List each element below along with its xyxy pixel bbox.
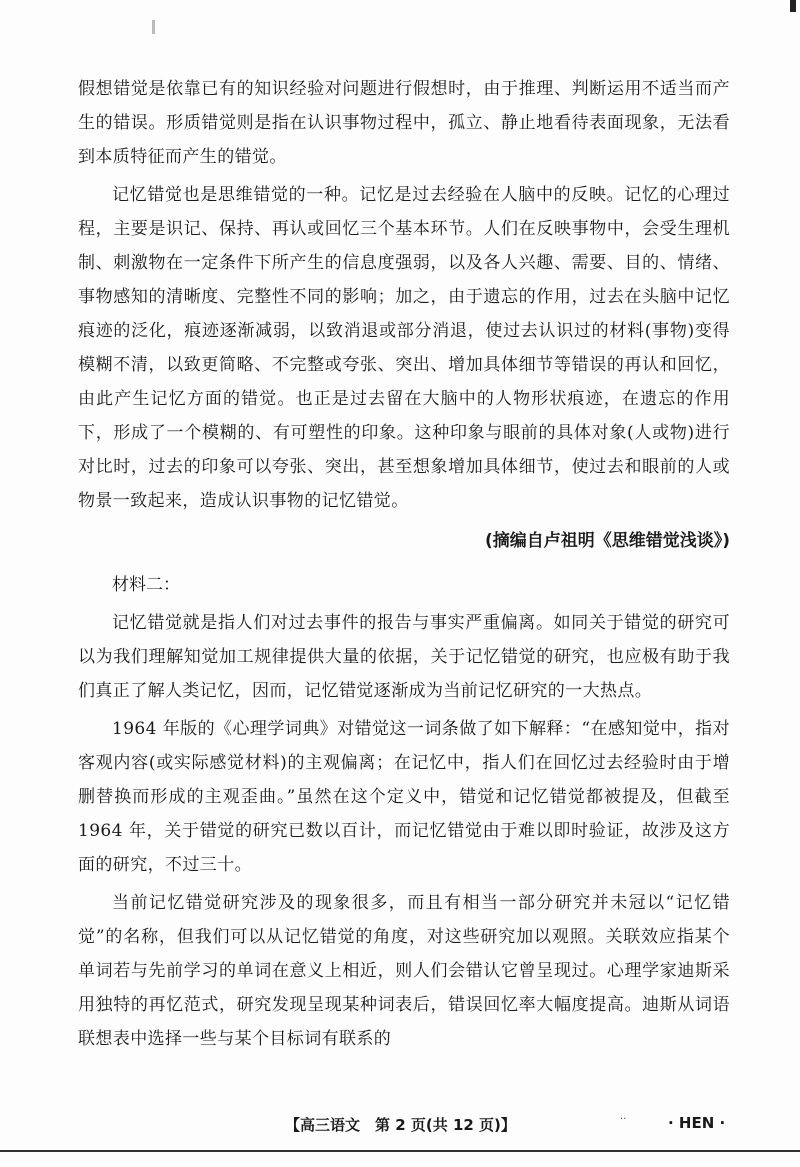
corner-mark [790, 0, 796, 12]
paragraph-hypothesis-error: 假想错觉是依靠已有的知识经验对问题进行假想时，由于推理、判断运用不适当而产生的错误。形质错觉则是指在认识事物过程中，孤立、静止地看待表面现象，无法看到本质特征而产生的错觉。 [78, 79, 730, 167]
bottom-rule [0, 1150, 800, 1152]
paragraph-current-research: 当前记忆错觉研究涉及的现象很多，而且有相当一部分研究并未冠以“记忆错觉”的名称，但我们可以从记忆错觉的角度，对这些研究加以观照。关联效应指某个单词若与先前学习的单词在意义上相近，则人们会错认它曾呈现过。心理学家迪斯采用独特的再忆范式，研究发现呈现某种词表后，错误回忆率大幅度提高。迪斯从词语联想表中选择一些与某个目标词有联系的 [78, 893, 730, 1049]
paragraph-definition: 记忆错觉就是指人们对过去事件的报告与事实严重偏离。如同关于错觉的研究可以为我们理解知觉加工规律提供大量的依据，关于记忆错觉的研究，也应极有助于我们真正了解人类记忆，因而，记忆错觉逐渐成为当前记忆研究的一大热点。 [78, 613, 730, 701]
paragraph-memory-illusion: 记忆错觉也是思维错觉的一种。记忆是过去经验在人脑中的反映。记忆的心理过程，主要是识记、保持、再认或回忆三个基本环节。人们在反映事物中，会受生理机制、刺激物在一定条件下所产生的信息度强弱，以及各人兴趣、需要、目的、情绪、事物感知的清晰度、完整性不同的影响；加之，由于遗忘的作用，过去在头脑中记忆痕迹的泛化，痕迹逐渐减弱，以致消退或部分消退，使过去认识过的材料(事物)变得模糊不清，以致更简略、不完整或夸张、突出、增加具体细节等错误的再认和回忆，由此产生记忆方面的错觉。也正是过去留在大脑中的人物形状痕迹，在遗忘的作用下，形成了一个模糊的、有可塑性的印象。这种印象与眼前的具体对象(人或物)进行对比时，过去的印象可以夸张、突出，甚至想象增加具体细节，使过去和眼前的人或物景一致起来，造成认识事物的记忆错觉。 [78, 185, 730, 511]
paragraph-dictionary: 1964 年版的《心理学词典》对错觉这一词条做了如下解释：“在感知觉中，指对客观内容(或实际感觉材料)的主观偏离；在记忆中，指人们在回忆过去经验时由于增删替换而形成的主观歪曲。”虽然在这个定义中，错觉和记忆错觉都被提及，但截至 1964 年，关于错觉的研究已数以百计，而记忆错觉由于难以即时验证，故涉及这方面的研究，不过三十。 [78, 719, 730, 875]
footer-mark: ·· [620, 1114, 627, 1125]
source-citation: (摘编自卢祖明《思维错觉浅谈》) [484, 531, 730, 551]
exam-code: · HEN · [668, 1114, 726, 1132]
section-label-material-two: 材料二： [112, 575, 180, 595]
page-footer [0, 1110, 800, 1140]
document-body [78, 72, 730, 1056]
page-number-info: 【高三语文 第 2 页(共 12 页)】 [285, 1116, 516, 1134]
scan-mark [152, 20, 155, 34]
